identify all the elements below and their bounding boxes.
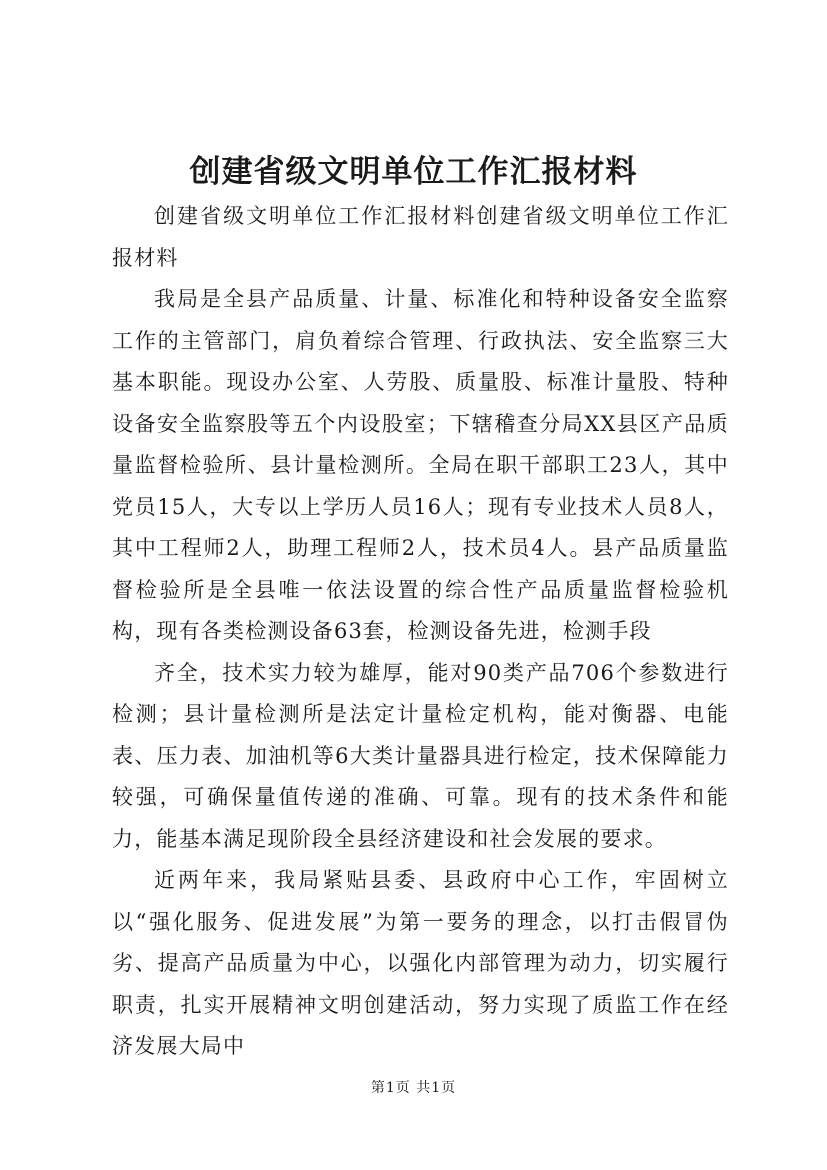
paragraph-recent-work: 近两年来，我局紧贴县委、县政府中心工作，牢固树立以“强化服务、促进发展”为第一要务的理念，以打击假冒伪劣、提高产品质量为中心，以强化内部管理为动力，切实履行职责，扎实开展精神文明创建活动，努力实现了质监工作在经济发展大局中: [112, 868, 729, 1058]
paragraph-overview: 我局是全县产品质量、计量、标准化和特种设备安全监察工作的主管部门，肩负着综合管理、行政执法、安全监察三大基本职能。现设办公室、人劳股、质量股、标准计量股、特种设备安全监察股等五个内设股室；下辖稽查分局XX县区产品质量监督检验所、县计量检测所。全局在职干部职工23人，其中党员15人，大专以上学历人员16人；现有专业技术人员8人，其中工程师2人，助理工程师2人，技术员4人。县产品质量监督检验所是全县唯一依法设置的综合性产品质量监督检验机构，现有各类检测设备63套，检测设备先进，检测手段: [112, 287, 729, 643]
document-title: 创建省级文明单位工作汇报材料: [189, 154, 638, 190]
page-number-footer: 第1页 共1页: [370, 1080, 457, 1096]
paragraph-intro: 创建省级文明单位工作汇报材料创建省级文明单位工作汇报材料: [112, 204, 729, 270]
document-body: [112, 196, 729, 1068]
paragraph-capability: 齐全，技术实力较为雄厚，能对90类产品706个参数进行检测；县计量检测所是法定计量检定机构，能对衡器、电能表、压力表、加油机等6大类计量器具进行检定，技术保障能力较强，可确保量值传递的准确、可靠。现有的技术条件和能力，能基本满足现阶段全县经济建设和社会发展的要求。: [112, 660, 729, 851]
